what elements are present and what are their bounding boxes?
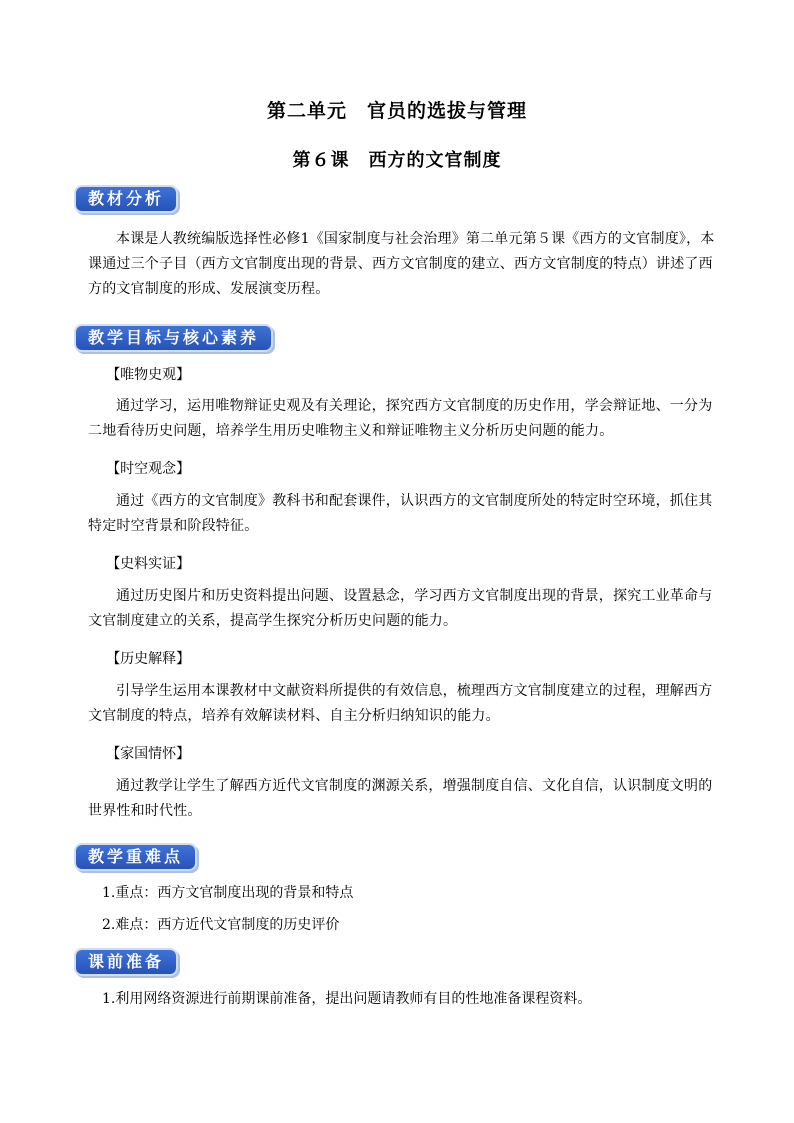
goal-label-patriotism: 【家国情怀】 (106, 746, 191, 762)
section-heading-analysis: 教材分析 (76, 187, 176, 211)
difficulty-item: 2.难点：西方近代文官制度的历史评价 (102, 917, 340, 933)
goal-text-spacetime: 通过《西方的文官制度》教科书和配套课件，认识西方的文官制度所处的特定时空环境，抓住其特定时空背景和阶段特征。 (88, 493, 713, 534)
goal-label-spacetime: 【时空观念】 (106, 461, 191, 477)
preparation-item: 1.利用网络资源进行前期课前准备，提出问题请教师有目的性地准备课程资料。 (102, 991, 592, 1007)
goal-text-interpretation: 引导学生运用本课教材中文献资料所提供的有效信息，梳理西方文官制度建立的过程，理解西方文官制度的特点，培养有效解读材料、自主分析归纳知识的能力。 (88, 683, 713, 724)
goal-text-materialism: 通过学习，运用唯物辩证史观及有关理论，探究西方文官制度的历史作用，学会辩证地、一分为二地看待历史问题，培养学生用历史唯物主义和辩证唯物主义分析历史问题的能力。 (88, 398, 713, 439)
section-heading-goals: 教学目标与核心素养 (76, 326, 271, 350)
key-point-item: 1.重点：西方文官制度出现的背景和特点 (102, 885, 354, 901)
goal-text-evidence: 通过历史图片和历史资料提出问题、设置悬念，学习西方文官制度出现的背景，探究工业革命与文官制度建立的关系，提高学生探究分析历史问题的能力。 (88, 588, 713, 629)
analysis-paragraph: 本课是人教统编版选择性必修1《国家制度与社会治理》第二单元第５课《西方的文官制度》，本课通过三个子目（西方文官制度出现的背景、西方文官制度的建立、西方文官制度的特点）讲述了西方的文官制度的形成、发展演变历程。 (88, 231, 715, 297)
section-heading-key-points: 教学重难点 (76, 845, 195, 869)
goal-label-interpretation: 【历史解释】 (106, 651, 191, 667)
goal-text-patriotism: 通过教学让学生了解西方近代文官制度的渊源关系，增强制度自信、文化自信，认识制度文明的世界性和时代性。 (88, 778, 713, 819)
section-heading-preparation: 课前准备 (76, 950, 176, 974)
unit-title: 第二单元 官员的选拔与管理 (266, 100, 527, 122)
goal-label-materialism: 【唯物史观】 (106, 367, 191, 383)
goal-label-evidence: 【史料实证】 (106, 556, 191, 572)
lesson-title: 第６课 西方的文官制度 (292, 150, 502, 171)
